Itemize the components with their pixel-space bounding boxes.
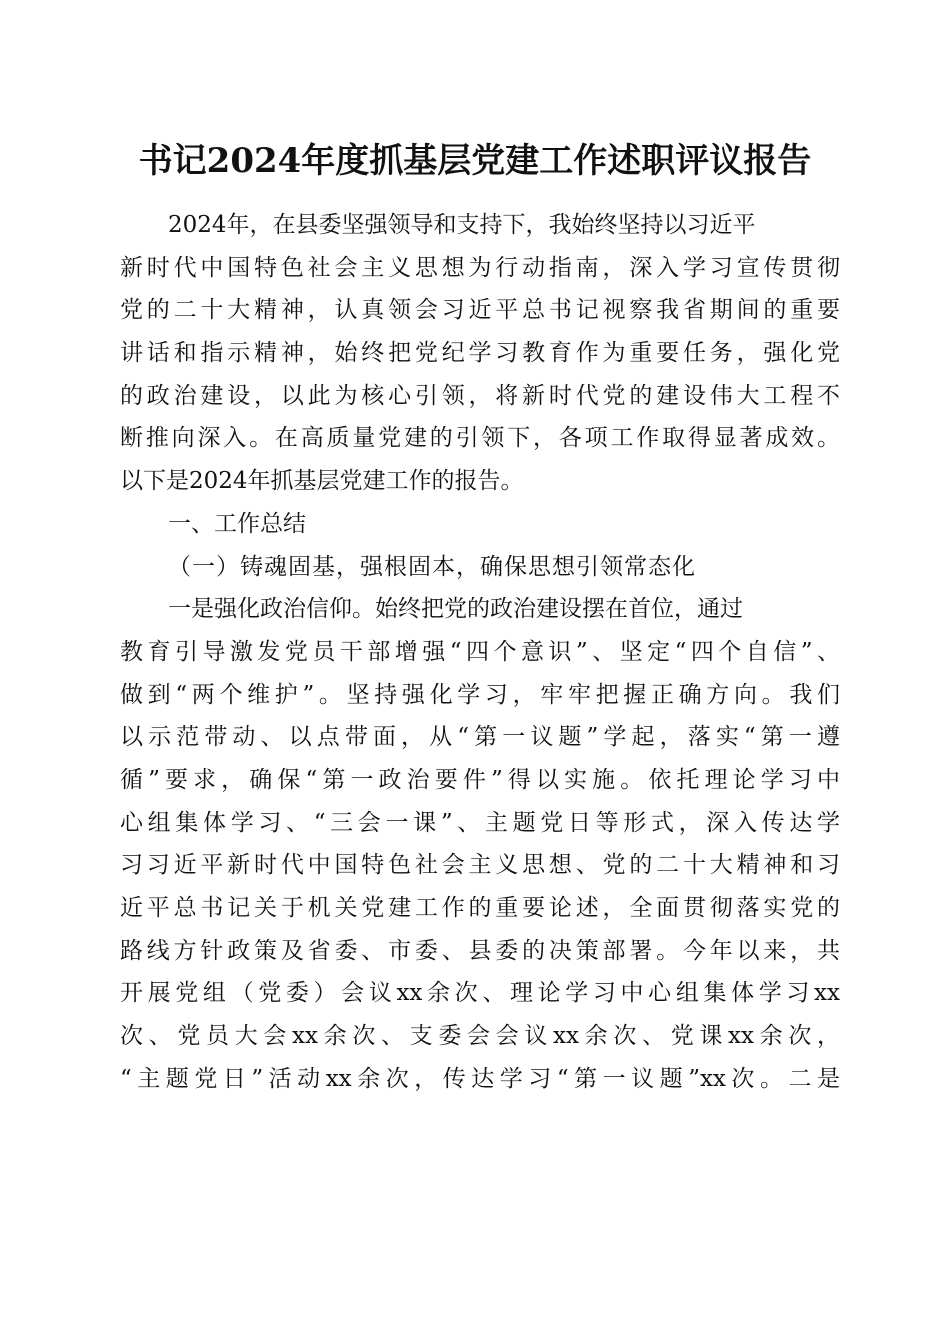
paragraph-line: 近平总书记关于机关党建工作的重要论述，全面贯彻落实党的 <box>120 895 840 921</box>
paragraph-first-line <box>120 588 840 631</box>
paragraph-line: 做到“两个维护”。坚持强化学习，牢牢把握正确方向。我们 <box>120 681 840 708</box>
paragraph-line: 循”要求，确保“第一政治要件”得以实施。依托理论学习中 <box>120 766 840 793</box>
paragraph-line: 心组集体学习、“三会一课”、主题党日等形式，深入传达学 <box>120 809 840 836</box>
paragraph-line: 次、党员大会xx余次、支委会会议xx余次、党课xx余次， <box>120 1023 840 1050</box>
document-body <box>120 204 840 1100</box>
intro-line: 新时代中国特色社会主义思想为行动指南，深入学习宣传贯彻 <box>120 254 840 281</box>
intro-line: 讲话和指示精神，始终把党纪学习教育作为重要任务，强化党 <box>120 340 840 367</box>
paragraph-line: “主题党日”活动xx余次，传达学习“第一议题”xx次。二是 <box>120 1065 840 1092</box>
paragraph-line: 习习近平新时代中国特色社会主义思想、党的二十大精神和习 <box>120 852 840 879</box>
intro-line: 断推向深入。在高质量党建的引领下，各项工作取得显著成效。 <box>120 425 840 452</box>
paragraph-line: 开展党组（党委）会议xx余次、理论学习中心组集体学习xx <box>120 980 840 1007</box>
subsection-heading: （一）铸魂固基，强根固本，确保思想引领常态化 <box>168 553 696 580</box>
paragraph-line: 以示范带动、以点带面，从“第一议题”学起，落实“第一遵 <box>120 724 840 751</box>
document-title: 书记2024年度抓基层党建工作述职评议报告 <box>138 141 812 181</box>
intro-line: 以下是2024年抓基层党建工作的报告。 <box>120 468 524 495</box>
paragraph-line: 教育引导激发党员干部增强“四个意识”、坚定“四个自信”、 <box>120 638 840 665</box>
intro-line: 2024年，在县委坚强领导和支持下，我始终坚持以习近平 <box>168 212 756 238</box>
intro-line: 党的二十大精神，认真领会习近平总书记视察我省期间的重要 <box>120 297 840 324</box>
intro-line: 的政治建设，以此为核心引领，将新时代党的建设伟大工程不 <box>120 382 840 409</box>
paragraph-text: 始终把党的政治建设摆在首位，通过 <box>375 596 743 623</box>
paragraph-line: 路线方针政策及省委、市委、县委的决策部署。今年以来，共 <box>120 937 840 964</box>
paragraph-lead: 一是强化政治信仰。 <box>168 596 375 623</box>
section-heading: 一、工作总结 <box>168 510 306 537</box>
